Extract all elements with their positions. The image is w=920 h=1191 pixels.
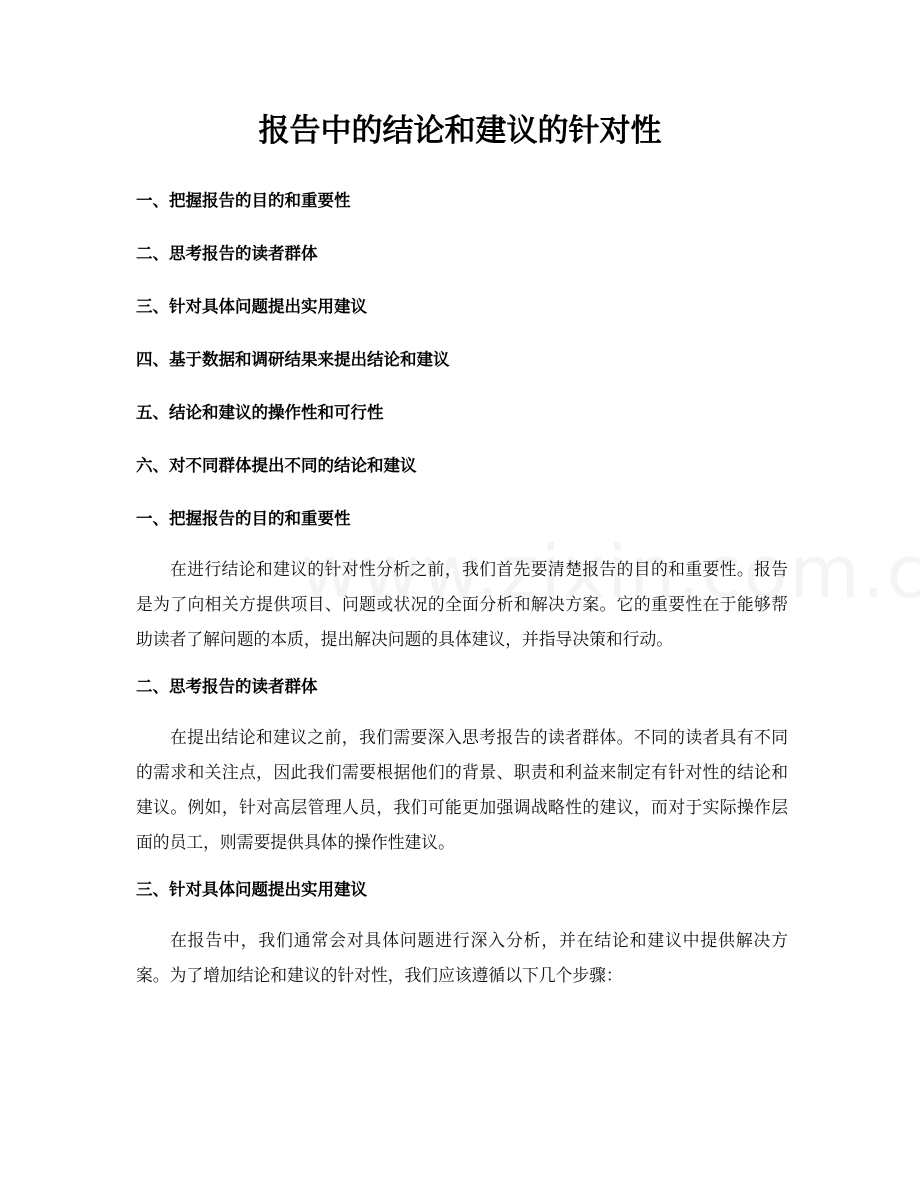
document-title: 报告中的结论和建议的针对性: [258, 113, 662, 149]
section-paragraph: 在报告中，我们通常会对具体问题进行深入分析，并在结论和建议中提供解决方案。为了增加结论和建议的针对性，我们应该遵循以下几个步骤：: [136, 930, 788, 985]
toc-item: 三、针对具体问题提出实用建议: [136, 297, 367, 316]
toc-item: 六、对不同群体提出不同的结论和建议: [136, 456, 417, 475]
toc-item: 四、基于数据和调研结果来提出结论和建议: [136, 350, 450, 369]
section-3: [136, 875, 788, 993]
table-of-contents: [136, 186, 796, 504]
document-body: [136, 504, 788, 1008]
section-heading: 三、针对具体问题提出实用建议: [136, 880, 367, 899]
section-paragraph: 在提出结论和建议之前，我们需要深入思考报告的读者群体。不同的读者具有不同的需求和关注点，因此我们需要根据他们的背景、职责和利益来制定有针对性的结论和建议。例如，针对高层管理人员，我们可能更加强调战略性的建议，而对于实际操作层面的员工，则需要提供具体的操作性建议。: [136, 727, 788, 852]
toc-item: 五、结论和建议的操作性和可行性: [136, 403, 384, 422]
toc-item: 一、把握报告的目的和重要性: [136, 191, 351, 210]
section-heading: 二、思考报告的读者群体: [136, 677, 318, 696]
section-paragraph: 在进行结论和建议的针对性分析之前，我们首先要清楚报告的目的和重要性。报告是为了向相关方提供项目、问题或状况的全面分析和解决方案。它的重要性在于能够帮助读者了解问题的本质，提出解决问题的具体建议，并指导决策和行动。: [136, 559, 788, 649]
toc-item: 二、思考报告的读者群体: [136, 244, 318, 263]
section-2: [136, 672, 788, 860]
section-1: [136, 504, 788, 657]
section-heading: 一、把握报告的目的和重要性: [136, 509, 351, 528]
